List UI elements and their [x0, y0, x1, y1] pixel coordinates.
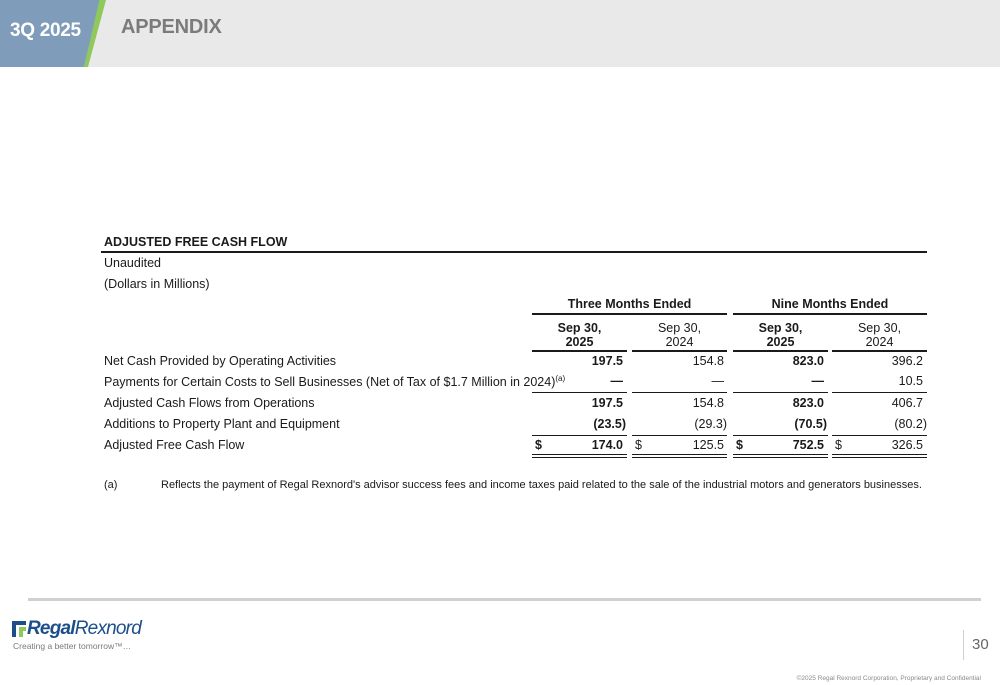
- currency-symbol: $: [535, 438, 542, 452]
- table-cell: 154.8: [692, 396, 724, 410]
- group-header-three-months: Three Months Ended: [567, 297, 692, 311]
- row-label: [104, 374, 565, 389]
- company-logo: [12, 618, 141, 640]
- section-title: APPENDIX: [121, 16, 222, 38]
- column-header-line2: 2024: [865, 335, 894, 349]
- table-cell: 823.0: [792, 396, 824, 410]
- table-cell: 326.5: [891, 438, 923, 452]
- double-rule: [632, 454, 727, 455]
- row-label: Additions to Property Plant and Equipment: [104, 417, 340, 431]
- column-header-line2: 2025: [766, 335, 795, 349]
- table-cell: —: [711, 374, 724, 388]
- subtotal-rule: [632, 392, 727, 393]
- column-header-line1: Sep 30,: [758, 321, 803, 335]
- column-rule: [832, 350, 927, 352]
- table-units: (Dollars in Millions): [104, 277, 210, 291]
- table-cell: 197.5: [591, 396, 623, 410]
- table-cell: —: [610, 374, 623, 388]
- double-rule: [832, 457, 927, 458]
- total-rule: [532, 435, 627, 436]
- group-rule: [532, 313, 727, 315]
- column-header-line1: Sep 30,: [857, 321, 902, 335]
- table-cell: 125.5: [692, 438, 724, 452]
- table-cell: —: [811, 374, 824, 388]
- logo-part-rexnord: Rexnord: [74, 618, 141, 639]
- table-title: ADJUSTED FREE CASH FLOW: [104, 235, 288, 249]
- table-cell: (29.3): [694, 417, 727, 431]
- column-rule: [632, 350, 727, 352]
- group-rule: [733, 313, 927, 315]
- table-cell: 154.8: [692, 354, 724, 368]
- column-rule: [733, 350, 828, 352]
- column-header-line1: Sep 30,: [557, 321, 602, 335]
- tagline: Creating a better tomorrow™…: [13, 641, 132, 651]
- total-rule: [832, 435, 927, 436]
- table-cell: 10.5: [898, 374, 923, 388]
- table-cell: 396.2: [891, 354, 923, 368]
- row-label: Adjusted Cash Flows from Operations: [104, 396, 315, 410]
- total-rule: [632, 435, 727, 436]
- double-rule: [832, 454, 927, 455]
- table-cell: (80.2): [894, 417, 927, 431]
- subtotal-rule: [532, 392, 627, 393]
- column-header-line1: Sep 30,: [657, 321, 702, 335]
- header-bar: [0, 0, 1000, 67]
- group-header-nine-months: Nine Months Ended: [771, 297, 889, 311]
- subtotal-rule: [733, 392, 828, 393]
- table-cell: (70.5): [794, 417, 827, 431]
- row-label: Net Cash Provided by Operating Activities: [104, 354, 337, 368]
- table-cell: 197.5: [591, 354, 623, 368]
- title-rule: [101, 251, 927, 253]
- footnote-mark: (a): [104, 479, 118, 491]
- table-cell: 752.5: [792, 438, 824, 452]
- row-label: Adjusted Free Cash Flow: [104, 438, 245, 452]
- double-rule: [632, 457, 727, 458]
- currency-symbol: $: [835, 438, 842, 452]
- double-rule: [532, 457, 627, 458]
- double-rule: [532, 454, 627, 455]
- column-rule: [532, 350, 627, 352]
- subtotal-rule: [832, 392, 927, 393]
- footer-rule: [28, 598, 981, 601]
- table-cell: 174.0: [591, 438, 623, 452]
- double-rule: [733, 457, 828, 458]
- row-label-text: Payments for Certain Costs to Sell Businesses (Net of Tax of $1.7 Million in 2024): [104, 375, 556, 389]
- logo-icon: [12, 620, 26, 638]
- double-rule: [733, 454, 828, 455]
- table-cell: (23.5): [593, 417, 626, 431]
- table-subtitle: Unaudited: [104, 256, 161, 270]
- table-cell: 823.0: [792, 354, 824, 368]
- currency-symbol: $: [635, 438, 642, 452]
- copyright-notice: ©2025 Regal Rexnord Corporation, Proprietary and Confidential: [796, 675, 981, 682]
- column-header: [733, 321, 828, 349]
- currency-symbol: $: [736, 438, 743, 452]
- column-header-line2: 2025: [565, 335, 594, 349]
- page-number: 30: [972, 636, 989, 653]
- footnote-text: Reflects the payment of Regal Rexnord's advisor success fees and income taxes paid related to the sale of the industrial motors and generators businesses.: [161, 479, 922, 491]
- table-cell: 406.7: [891, 396, 923, 410]
- page-number-divider: [963, 630, 964, 660]
- logo-part-regal: Regal: [27, 618, 75, 639]
- quarter-label: 3Q 2025: [10, 20, 81, 41]
- footnote-ref: (a): [555, 374, 566, 383]
- column-header: [532, 321, 627, 349]
- column-header: [632, 321, 727, 349]
- logo-wordmark: [27, 618, 141, 640]
- column-header: [832, 321, 927, 349]
- column-header-line2: 2024: [665, 335, 694, 349]
- total-rule: [733, 435, 828, 436]
